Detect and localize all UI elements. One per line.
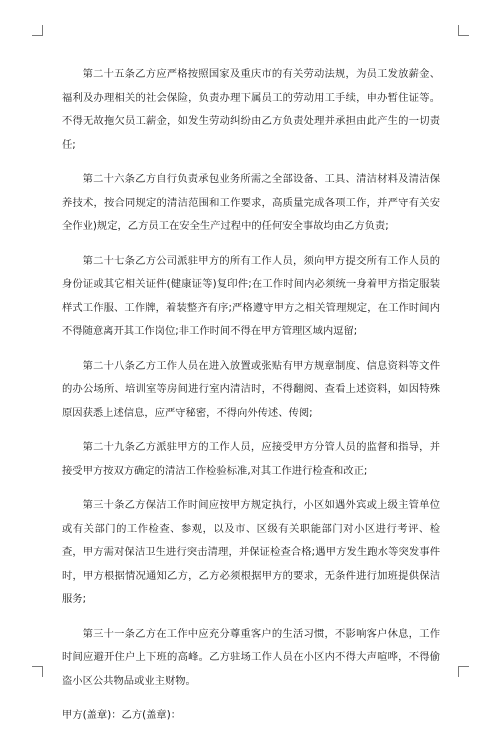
article-26: 第二十六条乙方自行负责承包业务所需之全部设备、工具、清洁材料及清洁保养技术，按合同规定的清洁范围和工作要求，高质量完成各项工作，并严守有关安全作业)规定，乙方员工在安全生产过程中的任何安全事故均由乙方负责;: [62, 173, 440, 232]
article-25: 第二十五条乙方应严格按照国家及重庆市的有关劳动法规，为员工发放薪金、福利及办理相关的社会保险，负责办理下属员工的劳动用工手续，申办暂住证等。不得无故拖欠员工薪金，如发生劳动纠纷由乙方负责处理并承担由此产生的一切责任;: [62, 68, 440, 151]
article-27: 第二十七条乙方公司派驻甲方的所有工作人员，须向甲方提交所有工作人员的身份证或其它相关证件(健康证等)复印件;在工作时间内必须统一身着甲方指定服装样式工作服、工作牌，着装整齐有序;严格遵守甲方之相关管理规定，在工作时间内不得随意离开其工作岗位;非工作时间不得在甲方管理区域内逗留;: [62, 254, 440, 337]
document-body: [62, 63, 440, 739]
article-29: 第二十九条乙方派驻甲方的工作人员，应接受甲方分管人员的监督和指导，并接受甲方按双方确定的清洁工作检验标准,对其工作进行检查和改正;: [62, 441, 440, 477]
article-31: 第三十一条乙方在工作中应充分尊重客户的生活习惯，不影响客户休息，工作时间应避开住户上下班的高峰。乙方驻场工作人员在小区内不得大声喧哗，不得偷盗小区公共物品或业主财物。: [62, 627, 440, 687]
crop-mark-top-left: [32, 25, 43, 36]
article-28: 第二十八条乙方工作人员在进入放置或张贴有甲方规章制度、信息资料等文件的办公场所、培训室等房间进行室内清洁时，不得翻阅、查看上述资料，如因特殊原因获悉上述信息，应严守秘密，不得向外传述、传阅;: [62, 359, 440, 419]
article-30: 第三十条乙方保洁工作时间应按甲方规定执行，小区如遇外宾或上级主管单位或有关部门的工作检查、参观，以及市、区级有关职能部门对小区进行考评、检查，甲方需对保洁卫生进行突击清理，并保证检查合格;遇甲方发生跑水等突发事件时，甲方根据情况通知乙方，乙方必须根据甲方的要求，无条件进行加班提供保洁服务;: [62, 499, 440, 605]
crop-mark-bottom-right: [458, 666, 469, 677]
crop-mark-bottom-left: [32, 666, 43, 677]
signature-line: 甲方(盖章)：乙方(盖章)：: [62, 709, 182, 721]
crop-mark-top-right: [458, 25, 469, 36]
